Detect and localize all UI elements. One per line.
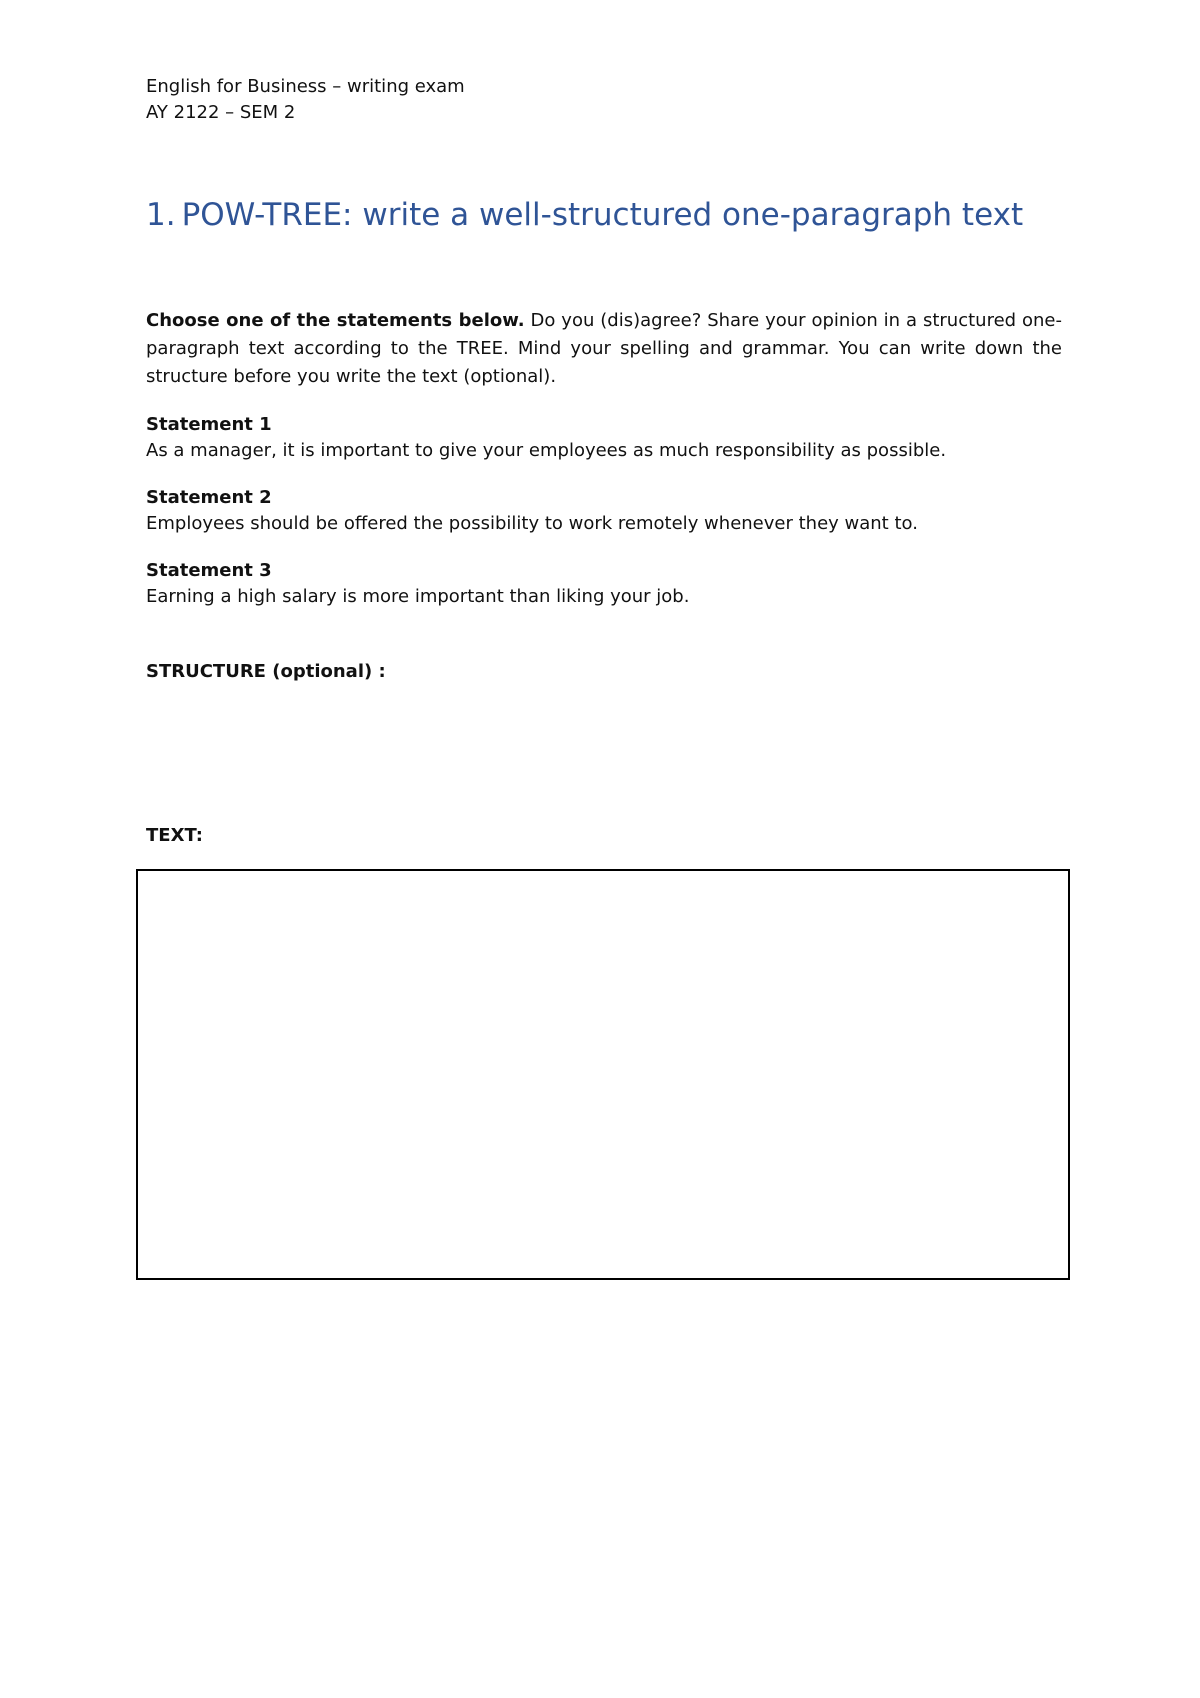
statement-2-title: Statement 2: [146, 487, 272, 508]
semester-label: AY 2122 – SEM 2: [146, 102, 296, 123]
statement-1-title: Statement 1: [146, 414, 272, 435]
structure-label: STRUCTURE (optional) :: [146, 661, 386, 682]
statement-1-text: As a manager, it is important to give your employees as much responsibility as possible.: [146, 440, 947, 461]
course-title: English for Business – writing exam: [146, 76, 465, 97]
statement-3-text: Earning a high salary is more important than liking your job.: [146, 586, 690, 607]
statement-2-text: Employees should be offered the possibility to work remotely whenever they want to.: [146, 513, 918, 534]
question-title: POW-TREE: write a well-structured one-paragraph text: [181, 197, 1024, 233]
instructions-text: Do you (dis)agree? Share your opinion in a structured one-paragraph text according to the TREE. Mind your spelling and grammar. You can write down the structure before you write the text (optional).: [146, 310, 1062, 387]
instructions-paragraph: [146, 307, 1062, 391]
answer-text-box[interactable]: [136, 869, 1070, 1280]
question-heading: [146, 196, 1062, 235]
instructions-bold: Choose one of the statements below.: [146, 310, 525, 331]
text-label: TEXT:: [146, 825, 203, 846]
statement-3-title: Statement 3: [146, 560, 272, 581]
question-number: 1.: [146, 197, 176, 233]
